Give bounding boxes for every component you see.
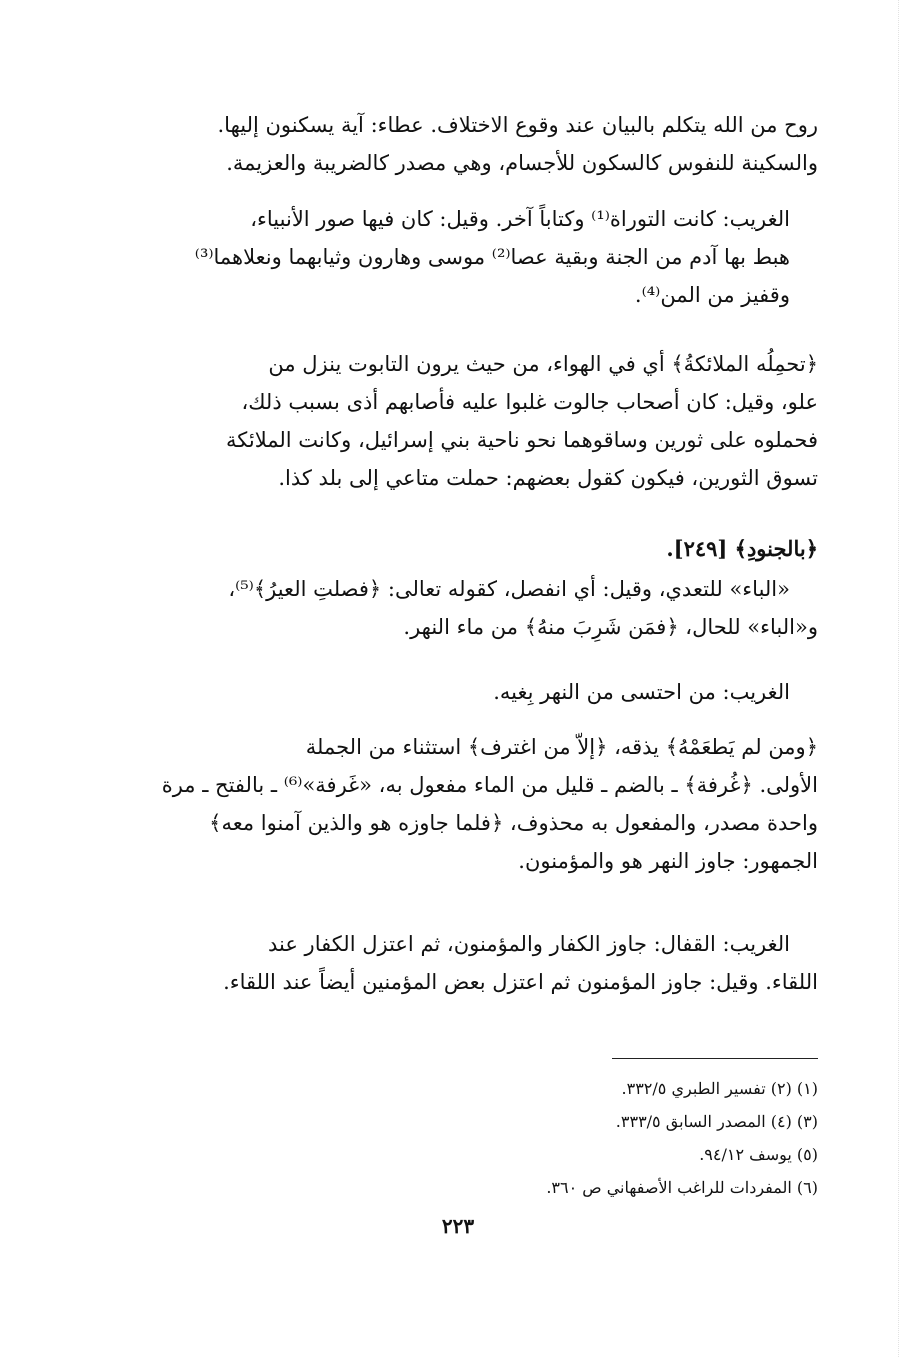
text-line: الغريب: من احتسى من النهر بِغيه. xyxy=(493,680,790,704)
scan-margin-artifact xyxy=(898,0,903,1357)
footnote-item: (٣) (٤) المصدر السابق ٣٣٣/٥. xyxy=(615,1112,818,1131)
text-line: وقفيز من المن⁽⁴⁾. xyxy=(634,283,790,307)
paragraph-gharib-tawrat xyxy=(128,200,818,314)
text-line: و«الباء» للحال، ﴿فمَن شَرِبَ منهُ﴾ من ماء النهر. xyxy=(403,615,818,639)
text-line: الأولى. ﴿غُرفة﴾ ـ بالضم ـ قليل من الماء مفعول به، «غَرفة»⁽⁶⁾ ـ بالفتح ـ مرة xyxy=(161,773,818,797)
paragraph-gharib-ihtasa xyxy=(128,673,818,711)
paragraph-al-ba xyxy=(128,570,818,646)
paragraph-sakina xyxy=(128,106,818,182)
text-line: ﴿تحمِلُه الملائكةُ﴾ أي في الهواء، من حيث يرون التابوت ينزل من xyxy=(268,352,818,376)
text-line: تسوق الثورين، فيكون كقول بعضهم: حملت متاعي إلى بلد كذا. xyxy=(278,466,818,490)
page-number: ٢٢٣ xyxy=(441,1214,475,1238)
verse-heading-biljunud xyxy=(128,530,818,568)
text-line: «الباء» للتعدي، وقيل: أي انفصل، كقوله تعالى: ﴿فصلتِ العيرُ﴾⁽⁵⁾، xyxy=(228,577,790,601)
text-line: روح من الله يتكلم بالبيان عند وقوع الاختلاف. عطاء: آية يسكنون إليها. xyxy=(217,113,818,137)
text-line: علو، وقيل: كان أصحاب جالوت غلبوا عليه فأصابهم أذى بسبب ذلك، xyxy=(241,390,818,414)
text-line: الغريب: القفال: جاوز الكفار والمؤمنون، ثم اعتزل الكفار عند xyxy=(267,932,790,956)
footnote-item: (٦) المفردات للراغب الأصفهاني ص ٣٦٠. xyxy=(546,1178,818,1197)
footnote-item: (٥) يوسف ٩٤/١٢. xyxy=(699,1145,818,1164)
paragraph-tahmiluhu xyxy=(128,345,818,497)
text-line: فحملوه على ثورين وساقوهما نحو ناحية بني إسرائيل، وكانت الملائكة xyxy=(226,428,818,452)
text-line: الغريب: كانت التوراة⁽¹⁾ وكتاباً آخر. وقيل: كان فيها صور الأنبياء، xyxy=(250,207,790,231)
text-line: هبط بها آدم من الجنة وبقية عصا⁽²⁾ موسى وهارون وثيابهما ونعلاهما⁽³⁾ xyxy=(194,245,790,269)
text-line: واحدة مصدر، والمفعول به محذوف، ﴿فلما جاوزه هو والذين آمنوا معه﴾ xyxy=(209,811,818,835)
footnote-item: (١) (٢) تفسير الطبري ٣٣٢/٥. xyxy=(621,1079,818,1098)
text-line: والسكينة للنفوس كالسكون للأجسام، وهي مصدر كالضريبة والعزيمة. xyxy=(226,151,818,175)
footnote-divider xyxy=(612,1058,818,1059)
paragraph-gharib-qaffal xyxy=(128,925,818,1001)
footnotes xyxy=(400,1072,818,1204)
text-line: ﴿ومن لم يَطعَمْهُ﴾ يذقه، ﴿إلاّ من اغترف﴾ استثناء من الجملة xyxy=(305,735,818,759)
text-line: الجمهور: جاوز النهر هو والمؤمنون. xyxy=(518,849,818,873)
paragraph-man-lam-yatamhu xyxy=(128,728,818,880)
text-line: ﴿بالجنودِ﴾ [٢٤٩]. xyxy=(666,536,818,561)
text-line: اللقاء. وقيل: جاوز المؤمنون ثم اعتزل بعض المؤمنين أيضاً عند اللقاء. xyxy=(223,970,818,994)
